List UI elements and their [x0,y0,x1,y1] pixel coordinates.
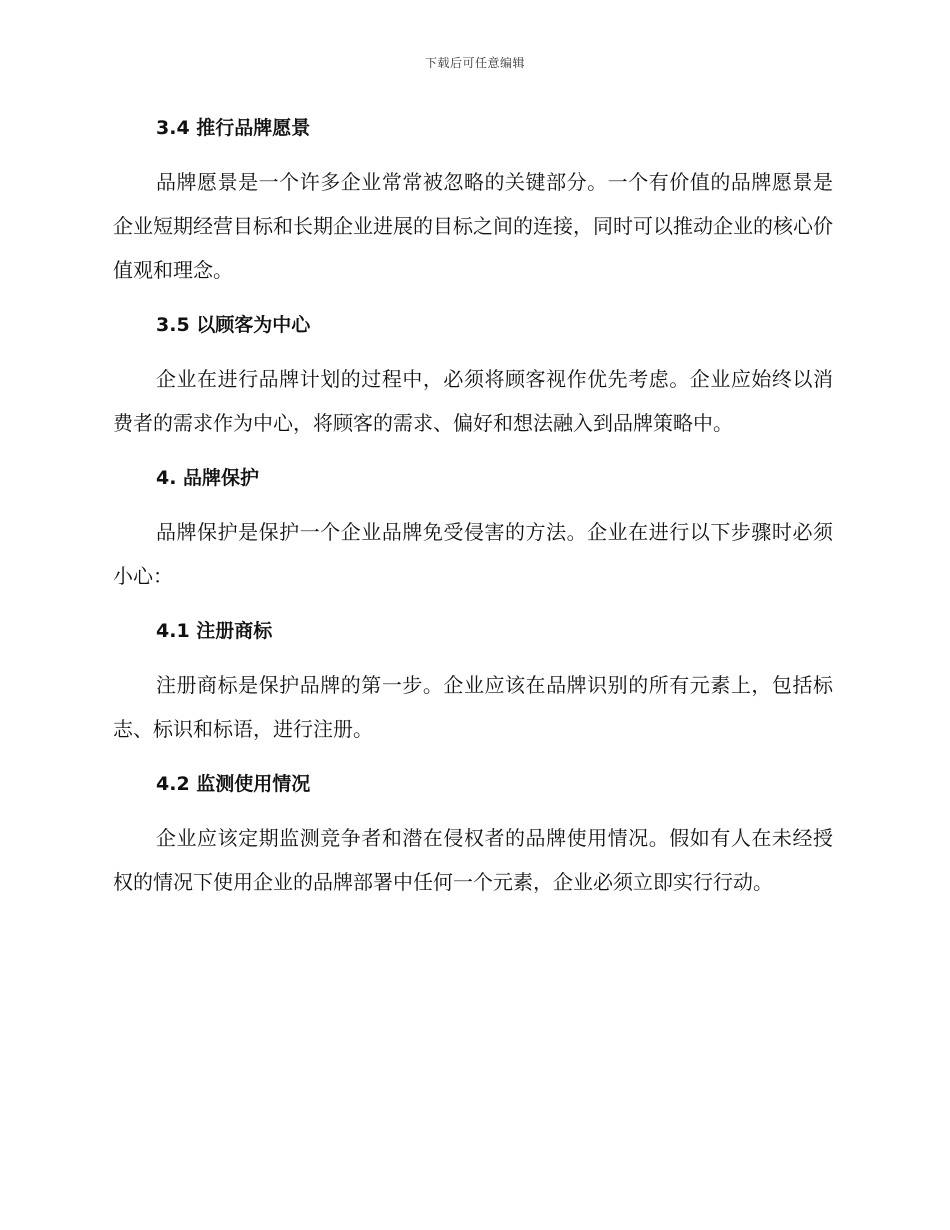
section-heading-4-1: 4.1 注册商标 [156,620,273,642]
page-header: 下载后可任意编辑 [424,56,525,70]
section-paragraph-3-4: 品牌愿景是一个许多企业常常被忽略的关键部分。一个有价值的品牌愿景是企业短期经营目标和长期企业进展的目标之间的连接，同时可以推动企业的核心价值观和理念。 [113,170,833,282]
section-heading-3-5: 3.5 以顾客为中心 [156,314,311,336]
section-heading-3-4: 3.4 推行品牌愿景 [156,117,311,139]
section-paragraph-4-2: 企业应该定期监测竞争者和潜在侵权者的品牌使用情况。假如有人在未经授权的情况下使用企业的品牌部署中任何一个元素，企业必须立即实行行动。 [113,826,833,894]
section-paragraph-3-5: 企业在进行品牌计划的过程中，必须将顾客视作优先考虑。企业应始终以消费者的需求作为中心，将顾客的需求、偏好和想法融入到品牌策略中。 [113,367,833,435]
section-heading-4-2: 4.2 监测使用情况 [156,773,311,795]
section-paragraph-4-1: 注册商标是保护品牌的第一步。企业应该在品牌识别的所有元素上，包括标志、标识和标语，进行注册。 [113,673,833,741]
document-body [113,112,833,921]
section-paragraph-4: 品牌保护是保护一个企业品牌免受侵害的方法。企业在进行以下步骤时必须小心： [113,520,833,588]
section-heading-4: 4. 品牌保护 [156,467,260,489]
